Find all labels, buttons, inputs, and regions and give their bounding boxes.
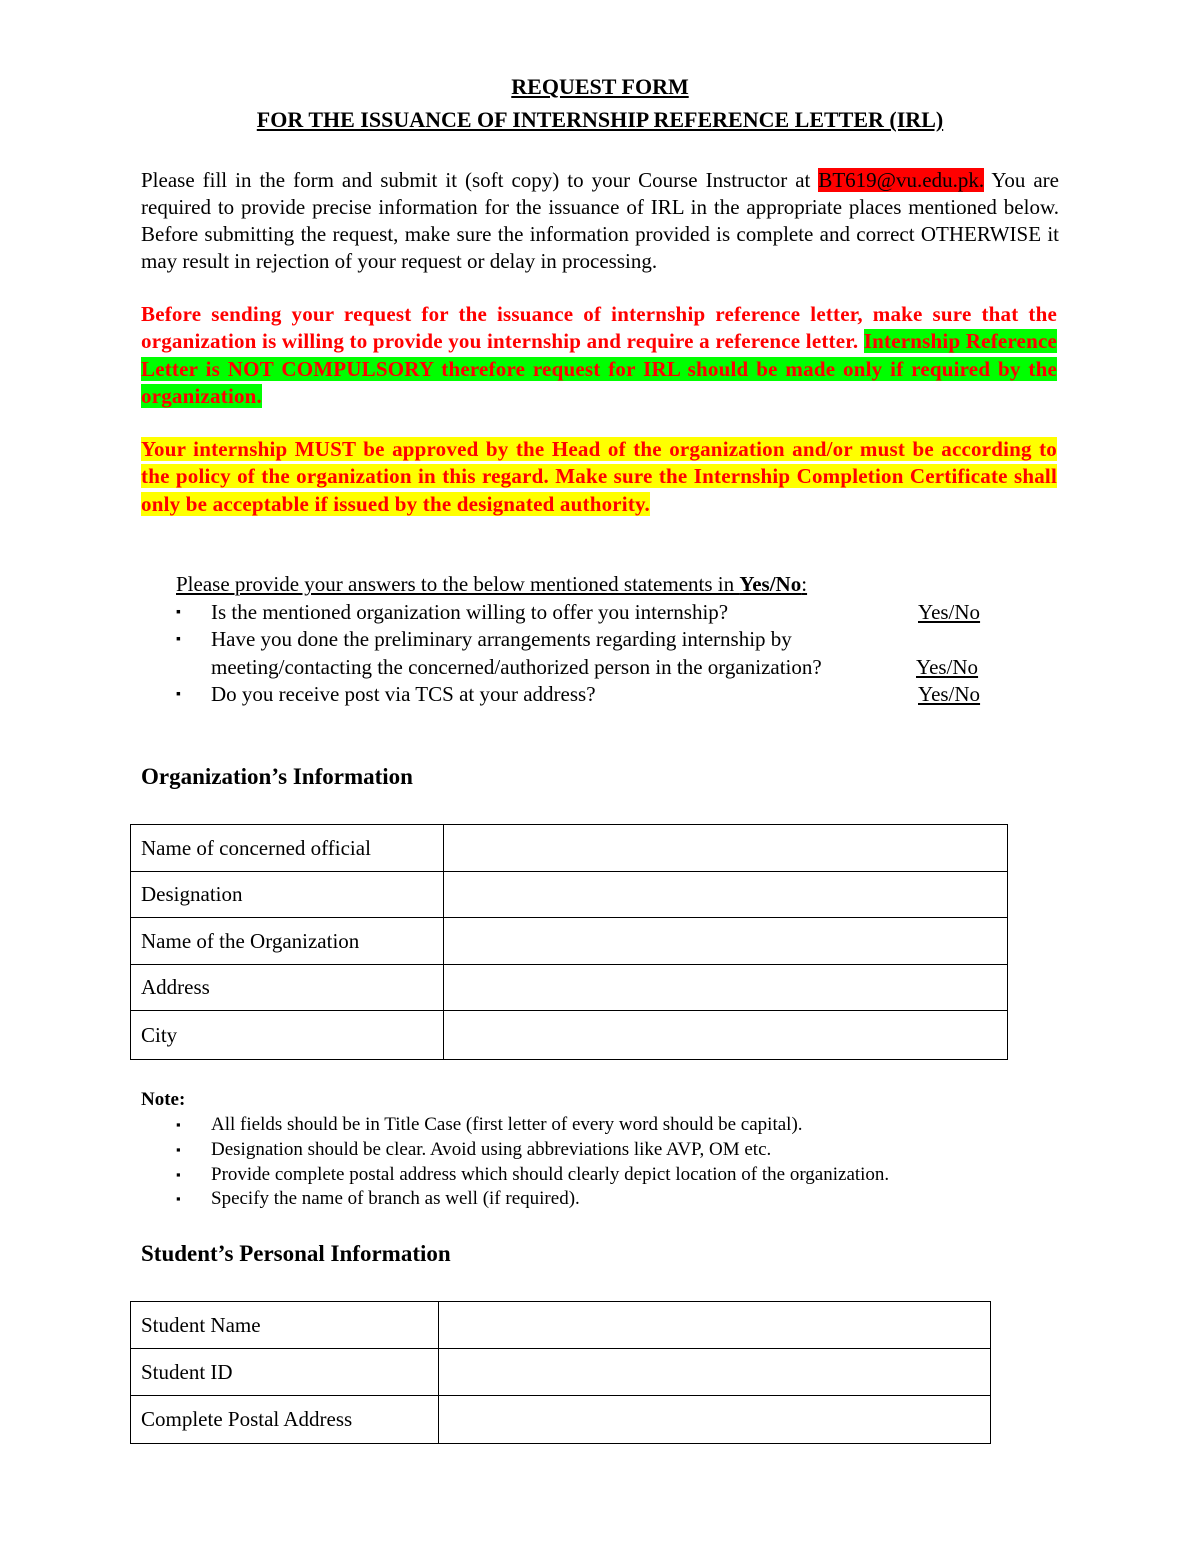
- bullet-icon: ▪: [176, 1167, 181, 1182]
- city-input[interactable]: [443, 1011, 1007, 1060]
- bullet-icon: ▪: [176, 1117, 181, 1132]
- questions-intro-bold: Yes/No: [739, 572, 802, 596]
- question-text: Is the mentioned organization willing to offer you internship?: [211, 600, 729, 624]
- intro-lead: Please fill in the form and submit it (soft copy) to your Course Instructor at: [141, 168, 819, 192]
- warning-2-yellow-highlight: Your internship MUST be approved by the Head of the organization and/or must be according to the policy of the organization in this regard. Make sure the Internship Completion Certificate shall only be acceptable if issued by the designated authority.: [141, 437, 1057, 516]
- form-subtitle: FOR THE ISSUANCE OF INTERNSHIP REFERENCE LETTER (IRL): [256, 107, 944, 132]
- organization-name-input[interactable]: [443, 918, 1007, 965]
- bullet-icon: ▪: [176, 605, 181, 620]
- field-label: Designation: [131, 872, 444, 918]
- student-id-input[interactable]: [438, 1349, 990, 1396]
- field-label: Student ID: [131, 1349, 439, 1396]
- note-text: Specify the name of branch as well (if required).: [211, 1188, 580, 1209]
- bullet-icon: ▪: [176, 1191, 181, 1206]
- field-label: City: [131, 1011, 444, 1060]
- organization-heading: Organization’s Information: [141, 764, 413, 789]
- concerned-official-input[interactable]: [443, 825, 1007, 872]
- table-row: [131, 1349, 991, 1396]
- table-row: [131, 872, 1008, 918]
- note-text: Designation should be clear. Avoid using abbreviations like AVP, OM etc.: [211, 1139, 772, 1160]
- form-title: REQUEST FORM: [511, 74, 689, 99]
- question-answer[interactable]: Yes/No: [916, 655, 979, 679]
- field-label: Address: [131, 965, 444, 1011]
- bullet-icon: ▪: [176, 687, 181, 702]
- table-row: [131, 965, 1008, 1011]
- table-row: [131, 1302, 991, 1349]
- questions-intro-end: :: [801, 572, 808, 596]
- field-label: Name of concerned official: [131, 825, 444, 872]
- postal-address-input[interactable]: [438, 1396, 990, 1444]
- note-text: Provide complete postal address which should clearly depict location of the organization.: [211, 1164, 890, 1185]
- question-text: Do you receive post via TCS at your address?: [211, 682, 596, 706]
- questions-intro: [176, 572, 807, 597]
- bullet-icon: ▪: [176, 1142, 181, 1157]
- table-row: [131, 918, 1008, 965]
- questions-intro-lead: Please provide your answers to the below mentioned statements in: [176, 572, 740, 596]
- field-label: Student Name: [131, 1302, 439, 1349]
- warning-paragraph-2: [141, 436, 1057, 518]
- warning-1-green-highlight: Internship Reference Letter is NOT COMPULSORY therefore request for IRL should be made only if required by the organization.: [141, 329, 1057, 408]
- organization-table: [130, 824, 1008, 1060]
- designation-input[interactable]: [443, 872, 1007, 918]
- table-row: [131, 825, 1008, 872]
- bullet-icon: ▪: [176, 632, 181, 647]
- instructor-email: BT619@vu.edu.pk.: [818, 168, 985, 192]
- student-name-input[interactable]: [438, 1302, 990, 1349]
- address-input[interactable]: [443, 965, 1007, 1011]
- field-label: Name of the Organization: [131, 918, 444, 965]
- table-row: [131, 1011, 1008, 1060]
- note-heading: Note:: [141, 1089, 186, 1110]
- question-answer[interactable]: Yes/No: [918, 600, 981, 624]
- table-row: [131, 1396, 991, 1444]
- question-text: Have you done the preliminary arrangements regarding internship by: [211, 627, 792, 651]
- question-text: meeting/contacting the concerned/authorized person in the organization?: [211, 655, 822, 679]
- warning-paragraph-1: [141, 301, 1057, 410]
- note-text: All fields should be in Title Case (first letter of every word should be capital).: [211, 1114, 803, 1135]
- warning-1-red-text: Before sending your request for the issuance of internship reference letter, make sure that the organization is willing to provide you internship and require a reference letter.: [141, 302, 1057, 354]
- student-table: [130, 1301, 991, 1444]
- question-answer[interactable]: Yes/No: [918, 682, 981, 706]
- field-label: Complete Postal Address: [131, 1396, 439, 1444]
- student-heading: Student’s Personal Information: [141, 1241, 451, 1266]
- intro-rest: You are required to provide precise information for the issuance of IRL in the appropriate places mentioned below. Before submitting the request, make sure the information provided is complete and correct OTHERWISE it may result in rejection of your request or delay in processing.: [141, 168, 1059, 273]
- intro-paragraph: [141, 167, 1059, 275]
